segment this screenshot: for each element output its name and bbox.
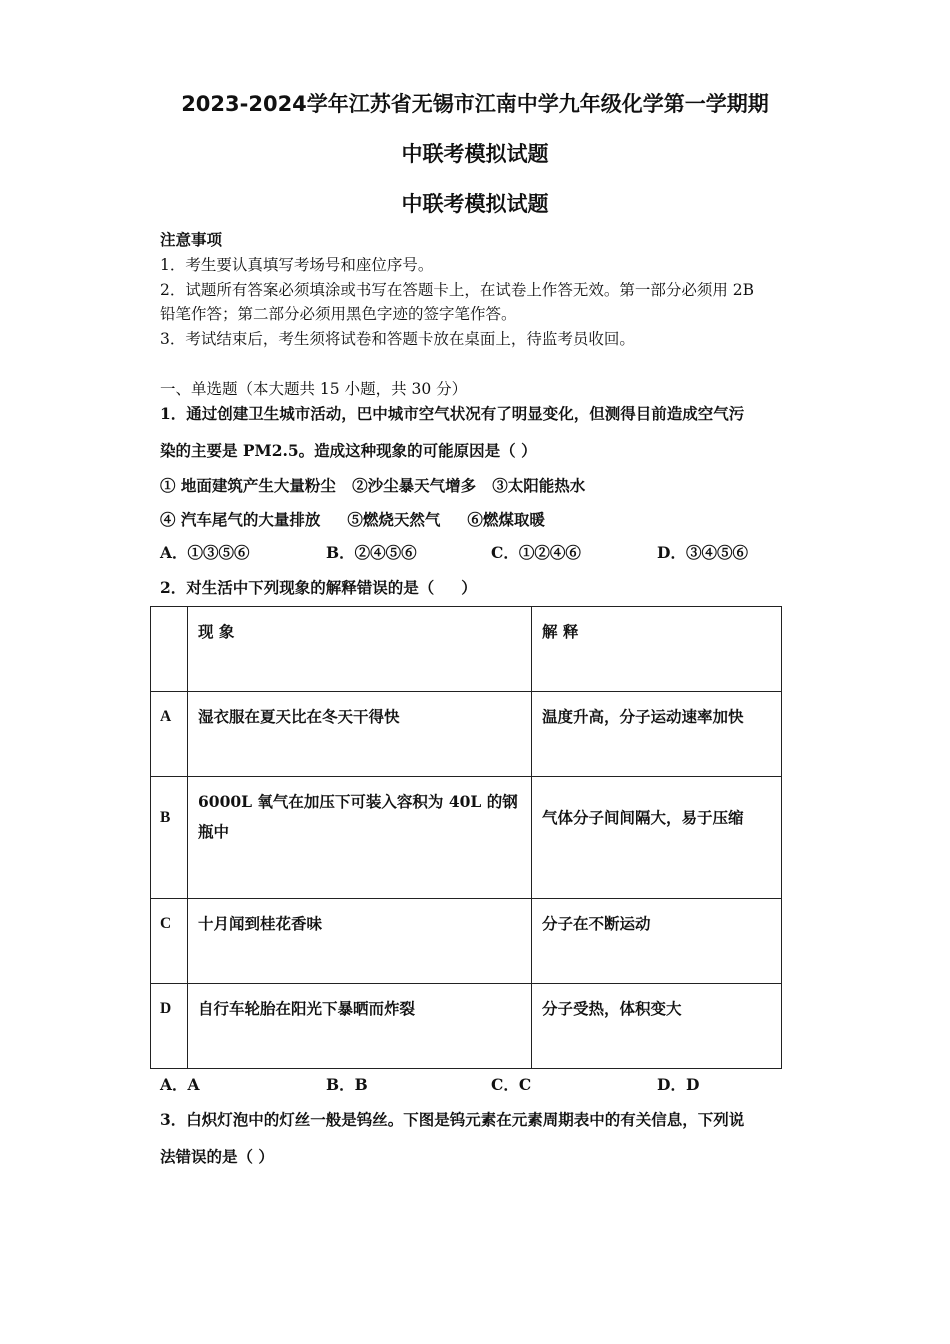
row-letter: A [151, 692, 188, 777]
row-phenomenon: 湿衣服在夏天比在冬天干得快 [188, 692, 532, 777]
table-header-row [151, 607, 782, 692]
row-letter: C [151, 899, 188, 984]
notice-item-2-cont: 铅笔作答；第二部分必须用黑色字迹的签字笔作答。 [160, 305, 517, 323]
table-row [151, 692, 782, 777]
page-subtitle-repeat: 中联考模拟试题 [401, 192, 549, 216]
q2-option-c[interactable]: C．C [491, 1075, 532, 1094]
q2-option-a[interactable]: A．A [160, 1075, 200, 1094]
q1-option-d[interactable]: D．③④⑤⑥ [657, 543, 748, 562]
q2-table [150, 606, 782, 1069]
row-explanation: 分子受热，体积变大 [532, 984, 782, 1069]
table-row [151, 777, 782, 899]
row-explanation: 气体分子间间隔大，易于压缩 [532, 777, 782, 899]
notice-item-3: 3．考试结束后，考生须将试卷和答题卡放在桌面上，待监考员收回。 [160, 330, 635, 348]
q1-option-a[interactable]: A．①③⑤⑥ [160, 543, 250, 562]
q1-items-line2: ④ 汽车尾气的大量排放 ⑤燃烧天然气 ⑥燃煤取暖 [160, 510, 545, 529]
row-phenomenon: 6000L 氧气在加压下可装入容积为 40L 的钢瓶中 [188, 777, 532, 899]
q1-option-b[interactable]: B．②④⑤⑥ [326, 543, 417, 562]
table-row [151, 984, 782, 1069]
q3-stem-line2: 法错误的是（ ） [160, 1147, 274, 1166]
q3-stem-line1: 3．白炽灯泡中的灯丝一般是钨丝。下图是钨元素在元素周期表中的有关信息，下列说 [160, 1110, 745, 1129]
header-cell-empty [151, 607, 188, 692]
page-subtitle: 中联考模拟试题 [401, 142, 549, 166]
q1-stem-line2: 染的主要是 PM2.5。造成这种现象的可能原因是（ ） [160, 441, 537, 460]
q1-items-line1: ① 地面建筑产生大量粉尘 ②沙尘暴天气增多 ③太阳能热水 [160, 476, 586, 495]
row-letter: B [151, 777, 188, 899]
notice-heading: 注意事项 [160, 230, 223, 249]
row-letter: D [151, 984, 188, 1069]
notice-item-1: 1．考生要认真填写考场号和座位序号。 [160, 256, 434, 274]
q2-stem: 2．对生活中下列现象的解释错误的是（ ） [160, 578, 477, 597]
table-row [151, 899, 782, 984]
row-phenomenon: 十月闻到桂花香味 [188, 899, 532, 984]
q2-option-b[interactable]: B．B [326, 1075, 368, 1094]
page-title: 2023-2024学年江苏省无锡市江南中学九年级化学第一学期期 [181, 92, 769, 116]
row-phenomenon: 自行车轮胎在阳光下暴晒而炸裂 [188, 984, 532, 1069]
header-cell-explanation: 解 释 [532, 607, 782, 692]
notice-item-2: 2．试题所有答案必须填涂或书写在答题卡上，在试卷上作答无效。第一部分必须用 2B [160, 281, 755, 299]
q2-option-d[interactable]: D．D [657, 1075, 700, 1094]
q1-option-c[interactable]: C．①②④⑥ [491, 543, 581, 562]
q1-stem-line1: 1．通过创建卫生城市活动，巴中城市空气状况有了明显变化，但测得目前造成空气污 [160, 404, 745, 423]
header-cell-phenomenon: 现 象 [188, 607, 532, 692]
row-explanation: 分子在不断运动 [532, 899, 782, 984]
section-heading: 一、单选题（本大题共 15 小题，共 30 分） [160, 380, 468, 398]
row-explanation: 温度升高，分子运动速率加快 [532, 692, 782, 777]
